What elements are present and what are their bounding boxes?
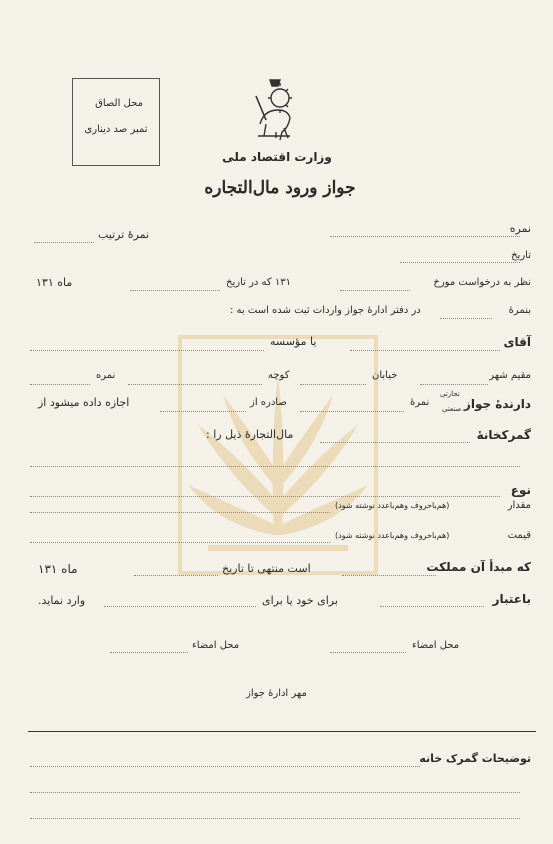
month-year-label: ماه ۱۳۱ [36, 276, 73, 289]
for-itself-line [104, 606, 256, 607]
mister-label: آقای [503, 335, 531, 349]
price-note: (هم‌باحروف وهم‌باعدد نوشته شود) [335, 531, 450, 540]
customs-label: گمرکخانهٔ [476, 428, 531, 442]
alley-line [128, 384, 262, 385]
customs-notes-line-3 [30, 818, 520, 819]
until-line [134, 575, 218, 576]
seal-label: مهر ادارهٔ جواز [246, 688, 307, 699]
permitted-from-label: اجازه داده میشود از [38, 396, 130, 409]
request-date-line [340, 290, 410, 291]
divider [28, 731, 536, 732]
request-mid-label: ۱۳۱ که در تاریخ [226, 277, 291, 288]
date-line [400, 262, 520, 263]
for-itself-label: برای خود یا برای [262, 594, 338, 607]
quantity-label: مقدار [507, 500, 531, 511]
type-commercial-label: تجارتی [440, 390, 460, 398]
stamp-label-1: محل الصاق [95, 98, 143, 109]
request-date2-line [130, 290, 220, 291]
ref-number-label: بنمرهٔ [508, 305, 531, 316]
registered-label: در دفتر ادارهٔ جواز واردات ثبت شده است به : [230, 305, 421, 316]
stamp-label-2: تمبر صد دیناری [84, 124, 148, 135]
price-line [30, 542, 330, 543]
kind-label: نوع [510, 483, 531, 497]
validity-line [380, 606, 484, 607]
blank-line-1 [30, 466, 520, 467]
customs-notes-line-2 [30, 792, 520, 793]
street-label: خیابان [372, 370, 398, 381]
origin-label: که مبدأ آن مملکت [426, 560, 531, 574]
number-label: نمره [509, 222, 531, 235]
signature-label-1: محل امضاء [412, 640, 460, 651]
ministry-name: وزارت اقتصاد ملی [222, 150, 332, 164]
issued-line [160, 411, 246, 412]
customs-notes-label: توضیحات گمرک خانه [419, 752, 531, 765]
holder-label: دارندهٔ جواز [463, 397, 531, 411]
request-label: نظر به درخواست مورخ [433, 277, 531, 288]
alley-label: کوچه [268, 370, 290, 381]
serial-line [34, 242, 94, 243]
stamp-box [72, 78, 160, 166]
validity-label: باعتبار [492, 592, 531, 606]
quantity-line [30, 512, 330, 513]
import-label: وارد نماید. [38, 594, 86, 607]
street-line [300, 384, 366, 385]
form-title: جواز ورود مال‌التجاره [204, 178, 356, 198]
ref-number-line [440, 318, 492, 319]
type-industrial-label: صنعتی [442, 405, 462, 413]
customs-notes-line-1 [30, 766, 420, 767]
residence-label: مقیم شهر [489, 370, 531, 381]
lion-and-sun-emblem-icon [250, 76, 300, 146]
issued-label: صادره از [250, 397, 287, 408]
price-label: قیمت [507, 530, 531, 541]
number-line [330, 236, 520, 237]
signature-label-2: محل امضاء [192, 640, 240, 651]
holder-number-line [300, 411, 404, 412]
residence-line [420, 384, 488, 385]
house-number-line [30, 384, 90, 385]
kind-line [30, 496, 500, 497]
signature-line-1 [330, 652, 406, 653]
origin-line [342, 575, 436, 576]
serial-label: نمرهٔ ترتیب [98, 228, 150, 241]
month-year2-label: ماه ۱۳۱ [38, 562, 78, 576]
number-small-label: نمرهٔ [410, 397, 430, 408]
until-label: است منتهی تا تاریخ [222, 562, 311, 575]
mister-line [350, 350, 500, 351]
quantity-note: (هم‌باحروف وهم‌باعدد نوشته شود) [335, 501, 450, 510]
date-label: تاریخ [511, 250, 531, 261]
house-number-label: نمره [96, 370, 116, 381]
customs-line [320, 442, 470, 443]
institution-label: یا مؤسسه [270, 335, 317, 348]
signature-line-2 [110, 652, 188, 653]
goods-below-label: مال‌التجارهٔ ذیل را : [206, 428, 294, 441]
institution-line [30, 350, 264, 351]
